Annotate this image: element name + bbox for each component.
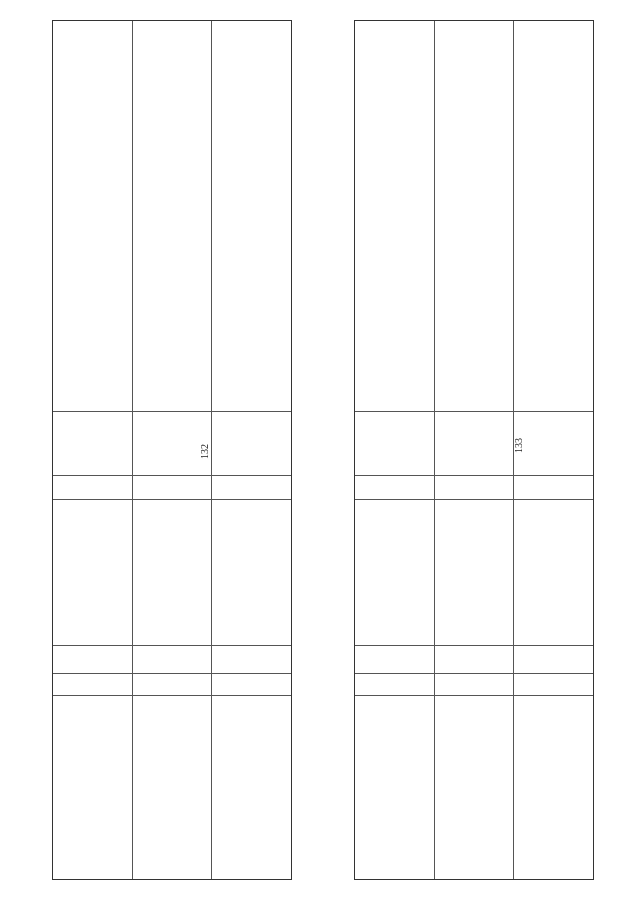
ministry-code <box>212 673 291 695</box>
expense-type <box>435 475 514 499</box>
table-row <box>514 21 593 879</box>
section-code <box>133 645 212 673</box>
amount-year-2 <box>435 21 514 411</box>
section-code <box>212 645 291 673</box>
target-code <box>355 499 434 645</box>
item-name <box>53 695 132 879</box>
target-code <box>133 499 212 645</box>
page-number-right: 133 <box>514 438 525 453</box>
amount-year-2 <box>514 21 593 411</box>
expense-type <box>133 475 212 499</box>
table-row <box>53 21 133 879</box>
section-code <box>435 645 514 673</box>
section-code <box>53 645 132 673</box>
amount-year-1 <box>514 411 593 475</box>
amount-year-2 <box>212 21 291 411</box>
section-code <box>355 645 434 673</box>
item-name <box>514 695 593 879</box>
expense-type <box>53 475 132 499</box>
section-code <box>514 645 593 673</box>
amount-year-2 <box>53 21 132 411</box>
table-row <box>212 21 291 879</box>
ministry-code <box>355 673 434 695</box>
ministry-code <box>514 673 593 695</box>
target-code <box>53 499 132 645</box>
target-code <box>212 499 291 645</box>
ministry-code <box>435 673 514 695</box>
item-name <box>133 695 212 879</box>
budget-table-left <box>52 20 292 880</box>
expense-type <box>212 475 291 499</box>
expense-type <box>355 475 434 499</box>
item-name <box>435 695 514 879</box>
amount-year-1 <box>53 411 132 475</box>
table-row <box>435 21 515 879</box>
budget-table-right <box>354 20 594 880</box>
amount-year-1 <box>355 411 434 475</box>
amount-year-1 <box>435 411 514 475</box>
ministry-code <box>133 673 212 695</box>
amount-year-2 <box>133 21 212 411</box>
amount-year-2 <box>355 21 434 411</box>
item-name <box>355 695 434 879</box>
amount-year-1 <box>212 411 291 475</box>
amount-year-1 <box>133 411 212 475</box>
target-code <box>435 499 514 645</box>
target-code <box>514 499 593 645</box>
page-number-left: 132 <box>200 444 211 459</box>
table-row <box>355 21 435 879</box>
table-row <box>133 21 213 879</box>
expense-type <box>514 475 593 499</box>
item-name <box>212 695 291 879</box>
ministry-code <box>53 673 132 695</box>
